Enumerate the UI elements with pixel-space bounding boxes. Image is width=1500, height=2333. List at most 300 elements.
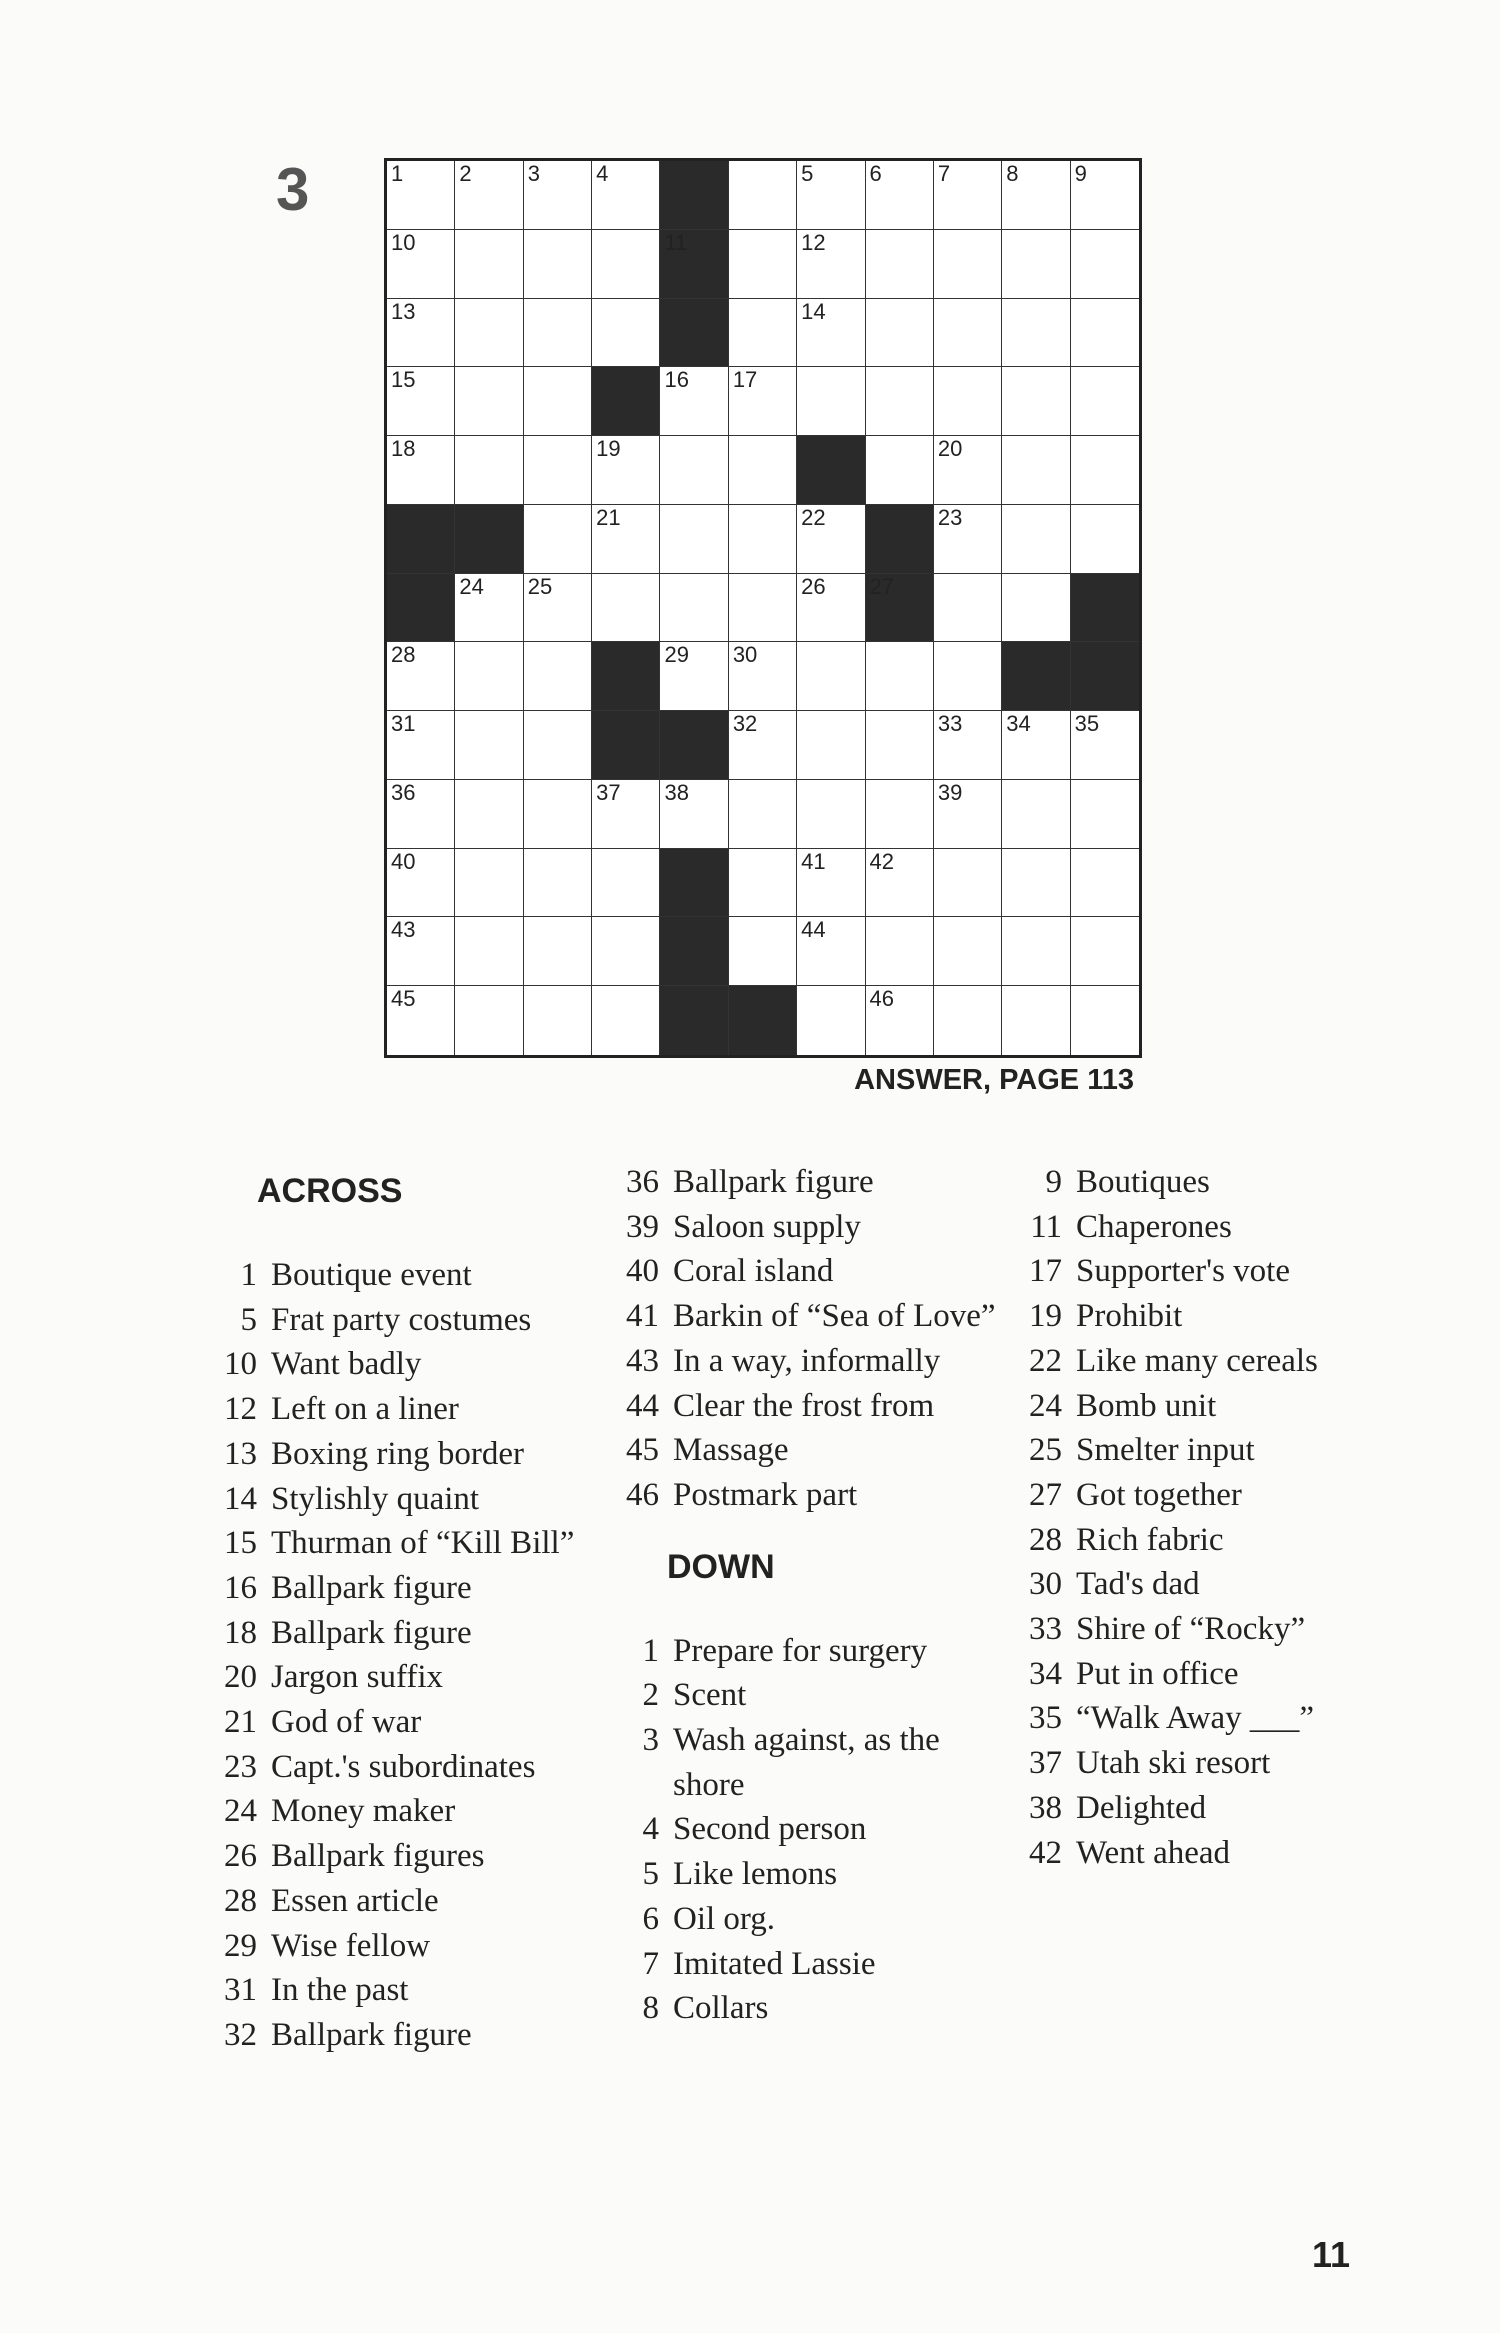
clue-item [607,1473,1007,1518]
clue-item [205,1387,605,1432]
cell-number: 17 [732,367,758,393]
clue-item [1010,1741,1410,1786]
clue-number: 27 [1029,1476,1062,1513]
grid-cell[interactable] [387,986,455,1055]
cell-number: 46 [869,986,895,1012]
cell-number: 28 [391,642,416,668]
clue-item [205,1879,605,1924]
grid-cell[interactable] [866,711,934,780]
grid-cell[interactable] [524,711,592,780]
grid-cell[interactable] [592,230,660,299]
grid-cell[interactable] [1071,780,1139,849]
grid-block [866,574,934,643]
cell-number: 11 [664,229,688,255]
clue-item [607,1718,1007,1807]
clue-number: 45 [626,1432,659,1469]
clue-item [205,1789,605,1834]
clue-number: 39 [626,1208,659,1245]
grid-block [1071,574,1139,643]
cell-number: 33 [937,711,963,737]
clue-text: In a way, informally [673,1342,941,1379]
cell-number: 31 [391,711,416,737]
cell-number: 35 [1074,711,1100,737]
grid-cell[interactable] [455,642,523,711]
grid-cell[interactable] [455,711,523,780]
cell-number: 29 [664,642,689,668]
clue-number: 17 [1029,1253,1062,1290]
grid-block [660,986,728,1055]
grid-cell[interactable] [729,505,797,574]
clue-item [1010,1518,1410,1563]
grid-cell[interactable] [934,367,1002,436]
grid-cell[interactable] [1002,917,1070,986]
grid-cell[interactable] [455,849,523,918]
grid-cell[interactable] [729,780,797,849]
clue-item [1010,1652,1410,1697]
grid-cell[interactable] [660,780,728,849]
grid-cell[interactable] [1002,299,1070,368]
clue-item [607,1160,1007,1205]
cell-number: 23 [937,504,963,530]
grid-cell[interactable] [729,917,797,986]
cell-number: 14 [801,298,826,324]
clue-number: 10 [224,1346,257,1383]
clue-text: Collars [673,1990,769,2027]
grid-cell[interactable] [866,299,934,368]
clue-text: Rich fabric [1076,1521,1224,1558]
clue-number: 35 [1029,1700,1062,1737]
clue-text: Utah ski resort [1076,1745,1271,1782]
grid-cell[interactable] [387,367,455,436]
grid-block [729,986,797,1055]
grid-cell[interactable] [387,642,455,711]
clue-text: Ballpark figure [673,1164,874,1200]
grid-cell[interactable] [934,230,1002,299]
grid-block [660,299,728,368]
grid-cell[interactable] [455,574,523,643]
clue-item [1010,1294,1410,1339]
clue-text: Boxing ring border [271,1435,524,1472]
grid-cell[interactable] [1071,230,1139,299]
grid-cell[interactable] [866,849,934,918]
grid-block [660,711,728,780]
grid-cell[interactable] [387,299,455,368]
clue-item [1010,1473,1410,1518]
cell-number: 10 [391,229,416,255]
clue-number: 9 [1045,1164,1062,1200]
clue-number: 43 [626,1342,659,1379]
clue-item [1010,1786,1410,1831]
clue-item [205,1342,605,1387]
grid-block [660,917,728,986]
clue-number: 31 [224,1972,257,2009]
grid-cell[interactable] [455,161,523,230]
clue-item [607,1897,1007,1942]
clue-number: 14 [224,1480,257,1517]
grid-cell[interactable] [660,505,728,574]
grid-cell[interactable] [934,161,1002,230]
cell-number: 30 [732,642,758,668]
grid-cell[interactable] [387,849,455,918]
grid-cell[interactable] [1002,986,1070,1055]
grid-cell[interactable] [934,299,1002,368]
grid-cell[interactable] [1002,505,1070,574]
clue-text: Like lemons [673,1856,838,1893]
grid-block [797,436,865,505]
clue-number: 28 [1029,1521,1062,1558]
clue-item [607,1986,1007,2031]
clue-text: Got together [1076,1476,1242,1513]
clue-item [205,1432,605,1477]
clue-number: 6 [642,1900,659,1937]
clue-item [607,1629,1007,1674]
clue-number: 23 [224,1748,257,1785]
grid-cell[interactable] [660,574,728,643]
grid-cell[interactable] [797,711,865,780]
grid-cell[interactable] [866,917,934,986]
grid-cell[interactable] [729,299,797,368]
grid-cell[interactable] [524,367,592,436]
grid-cell[interactable] [934,780,1002,849]
clue-item [1010,1831,1410,1876]
clue-number: 11 [1030,1208,1062,1245]
clue-number: 24 [1029,1387,1062,1424]
crossword-grid [384,158,1142,1058]
clue-item [205,1924,605,1969]
grid-cell[interactable] [729,367,797,436]
clue-text: Oil org. [673,1900,776,1937]
cell-number: 7 [937,161,951,186]
grid-cell[interactable] [866,436,934,505]
clue-item [607,1807,1007,1852]
grid-cell[interactable] [866,161,934,230]
clue-text: Essen article [271,1882,439,1919]
clue-number: 32 [224,2016,257,2053]
clue-text: Went ahead [1076,1834,1231,1871]
grid-cell[interactable] [1002,849,1070,918]
grid-cell[interactable] [660,436,728,505]
grid-cell[interactable] [1071,917,1139,986]
clue-item [205,1700,605,1745]
clue-text: Shire of “Rocky” [1076,1611,1306,1648]
grid-cell[interactable] [1002,574,1070,643]
grid-cell[interactable] [455,367,523,436]
clue-text: “Walk Away ___” [1076,1700,1315,1737]
clue-number: 44 [626,1387,659,1424]
grid-cell[interactable] [387,780,455,849]
grid-cell[interactable] [1071,367,1139,436]
grid-cell[interactable] [455,780,523,849]
grid-cell[interactable] [660,367,728,436]
grid-cell[interactable] [1002,780,1070,849]
clue-number: 26 [224,1838,257,1875]
grid-block [1071,642,1139,711]
grid-cell[interactable] [455,986,523,1055]
cell-number: 32 [732,711,758,737]
grid-cell[interactable] [729,849,797,918]
grid-block [866,505,934,574]
clue-item [1010,1205,1410,1250]
clue-text: God of war [271,1704,422,1741]
cell-number: 20 [937,436,963,462]
clue-number: 2 [642,1677,659,1714]
grid-cell[interactable] [387,917,455,986]
clue-column-3 [1010,1160,1410,1875]
grid-cell[interactable] [729,574,797,643]
clue-item [1010,1607,1410,1652]
grid-cell[interactable] [524,642,592,711]
grid-cell[interactable] [1002,367,1070,436]
clue-text: Boutique event [271,1257,472,1293]
grid-cell[interactable] [592,505,660,574]
clue-column-1 [205,1160,605,2058]
grid-cell[interactable] [797,161,865,230]
clue-number: 21 [224,1704,257,1741]
clue-text: Clear the frost from [673,1387,935,1424]
clue-text: In the past [271,1972,409,2009]
grid-cell[interactable] [524,436,592,505]
grid-cell[interactable] [524,780,592,849]
grid-cell[interactable] [1071,849,1139,918]
grid-block [660,161,728,230]
clue-item [205,1566,605,1611]
grid-cell[interactable] [524,849,592,918]
grid-cell[interactable] [934,986,1002,1055]
cell-number: 27 [869,573,895,599]
grid-cell[interactable] [455,299,523,368]
cell-number: 41 [801,848,826,874]
clue-text: Coral island [673,1253,834,1290]
grid-cell[interactable] [387,230,455,299]
down-clue-list [607,1629,1007,2031]
clue-item [1010,1339,1410,1384]
clue-item [607,1339,1007,1384]
cell-number: 39 [937,779,963,805]
grid-cell[interactable] [1002,711,1070,780]
clue-text: Like many cereals [1076,1342,1318,1379]
grid-cell[interactable] [524,299,592,368]
grid-cell[interactable] [455,917,523,986]
clue-text: Chaperones [1076,1208,1232,1245]
grid-cell[interactable] [387,711,455,780]
grid-cell[interactable] [866,230,934,299]
grid-cell[interactable] [1071,161,1139,230]
grid-cell[interactable] [729,711,797,780]
cell-number: 5 [801,161,814,186]
grid-cell[interactable] [797,505,865,574]
cell-number: 15 [391,367,416,393]
grid-cell[interactable] [1002,230,1070,299]
cell-number: 3 [527,161,540,186]
cell-number: 2 [459,161,472,186]
grid-cell[interactable] [797,917,865,986]
grid-block [387,574,455,643]
clue-text: Imitated Lassie [673,1945,876,1982]
clue-number: 7 [642,1945,659,1982]
grid-cell[interactable] [592,986,660,1055]
cell-number: 38 [664,779,689,805]
grid-block [660,849,728,918]
clue-text: Wash against, as the shore [673,1722,940,1803]
grid-cell[interactable] [729,161,797,230]
grid-cell[interactable] [524,505,592,574]
grid-cell[interactable] [866,780,934,849]
clue-number: 24 [224,1793,257,1830]
answer-page-note: ANSWER, PAGE 113 [854,1064,1134,1096]
clue-text: Supporter's vote [1076,1253,1291,1290]
grid-block [660,230,728,299]
grid-cell[interactable] [729,642,797,711]
grid-cell[interactable] [1071,711,1139,780]
clue-text: Postmark part [673,1476,858,1513]
clue-text: Thurman of “Kill Bill” [271,1525,575,1562]
clue-item [205,1834,605,1879]
clue-item [205,1477,605,1522]
clue-item [205,1521,605,1566]
clue-number: 4 [642,1811,659,1848]
grid-cell[interactable] [592,917,660,986]
grid-cell[interactable] [1071,505,1139,574]
page-number: 11 [1311,2234,1350,2275]
grid-cell[interactable] [797,642,865,711]
clue-text: Put in office [1076,1655,1239,1692]
grid-cell[interactable] [524,986,592,1055]
cell-number: 42 [869,848,895,874]
grid-cell[interactable] [934,849,1002,918]
grid-cell[interactable] [524,917,592,986]
clue-number: 1 [642,1632,659,1669]
grid-cell[interactable] [729,230,797,299]
cell-number: 1 [391,161,404,186]
grid-cell[interactable] [387,161,455,230]
clue-number: 1 [240,1257,257,1293]
clue-text: Barkin of “Sea of Love” [673,1298,996,1335]
clue-item [607,1852,1007,1897]
clue-number: 20 [224,1659,257,1696]
grid-cell[interactable] [797,230,865,299]
grid-cell[interactable] [866,642,934,711]
grid-cell[interactable] [797,574,865,643]
grid-cell[interactable] [729,436,797,505]
grid-block [1002,642,1070,711]
cell-number: 22 [801,504,826,530]
cell-number: 6 [869,161,882,186]
grid-cell[interactable] [592,780,660,849]
grid-cell[interactable] [524,574,592,643]
clue-text: Want badly [271,1346,422,1383]
grid-cell[interactable] [524,230,592,299]
cell-number: 4 [596,161,609,186]
clue-number: 36 [626,1164,659,1200]
grid-cell[interactable] [797,849,865,918]
clue-number: 33 [1029,1611,1062,1648]
clue-number: 13 [224,1435,257,1472]
clue-number: 16 [224,1569,257,1606]
grid-cell[interactable] [1002,436,1070,505]
clue-item [1010,1160,1410,1205]
cell-number: 26 [801,573,826,599]
grid-cell[interactable] [387,436,455,505]
cell-number: 43 [391,917,416,943]
grid-cell[interactable] [934,917,1002,986]
cell-number: 44 [801,917,826,943]
clue-item [607,1294,1007,1339]
clue-text: Left on a liner [271,1391,459,1428]
grid-cell[interactable] [797,367,865,436]
clue-text: Saloon supply [673,1208,861,1245]
clue-item [607,1942,1007,1987]
grid-cell[interactable] [455,436,523,505]
clue-text: Scent [673,1677,747,1714]
grid-cell[interactable] [934,642,1002,711]
clue-item [205,1298,605,1343]
clue-text: Ballpark figure [271,1569,472,1606]
grid-cell[interactable] [592,849,660,918]
grid-cell[interactable] [866,986,934,1055]
clue-item [205,1611,605,1656]
grid-cell[interactable] [797,986,865,1055]
grid-cell[interactable] [592,299,660,368]
clue-text: Boutiques [1076,1164,1210,1200]
cell-number: 34 [1006,711,1031,737]
clue-text: Ballpark figures [271,1838,485,1875]
grid-cell[interactable] [797,299,865,368]
clue-text: Prepare for surgery [673,1632,928,1669]
cell-number: 37 [596,779,621,805]
clue-text: Jargon suffix [271,1659,444,1696]
clue-item [607,1384,1007,1429]
clue-number: 38 [1029,1789,1062,1826]
clue-text: Capt.'s subordinates [271,1748,536,1785]
grid-cell[interactable] [1071,986,1139,1055]
cell-number: 16 [664,367,689,393]
clue-number: 41 [626,1298,659,1335]
grid-cell[interactable] [934,505,1002,574]
grid-cell[interactable] [934,711,1002,780]
clue-text: Tad's dad [1076,1566,1200,1603]
grid-cell[interactable] [934,436,1002,505]
clue-number: 28 [224,1882,257,1919]
clue-text: Ballpark figure [271,2016,472,2053]
grid-cell[interactable] [866,367,934,436]
clue-item [205,1253,605,1298]
clue-item [205,2013,605,2058]
grid-cell[interactable] [455,230,523,299]
clue-number: 19 [1029,1298,1062,1335]
grid-cell[interactable] [524,161,592,230]
across-clue-list [205,1253,605,2058]
grid-cell[interactable] [1002,161,1070,230]
cell-number: 19 [596,436,621,462]
clue-text: Ballpark figure [271,1614,472,1651]
grid-cell[interactable] [592,161,660,230]
clue-text: Massage [673,1432,789,1469]
down-clue-list [1010,1160,1410,1875]
grid-cell[interactable] [934,574,1002,643]
cell-number: 24 [459,573,484,599]
across-heading: ACROSS [257,1172,403,1210]
grid-cell[interactable] [1071,299,1139,368]
clue-text: Bomb unit [1076,1387,1217,1424]
grid-cell[interactable] [592,574,660,643]
clue-text: Stylishly quaint [271,1480,480,1517]
grid-cell[interactable] [660,642,728,711]
grid-cell[interactable] [797,780,865,849]
grid-cell[interactable] [592,436,660,505]
grid-cell[interactable] [1071,436,1139,505]
clue-item [1010,1696,1410,1741]
clue-text: Smelter input [1076,1432,1255,1469]
